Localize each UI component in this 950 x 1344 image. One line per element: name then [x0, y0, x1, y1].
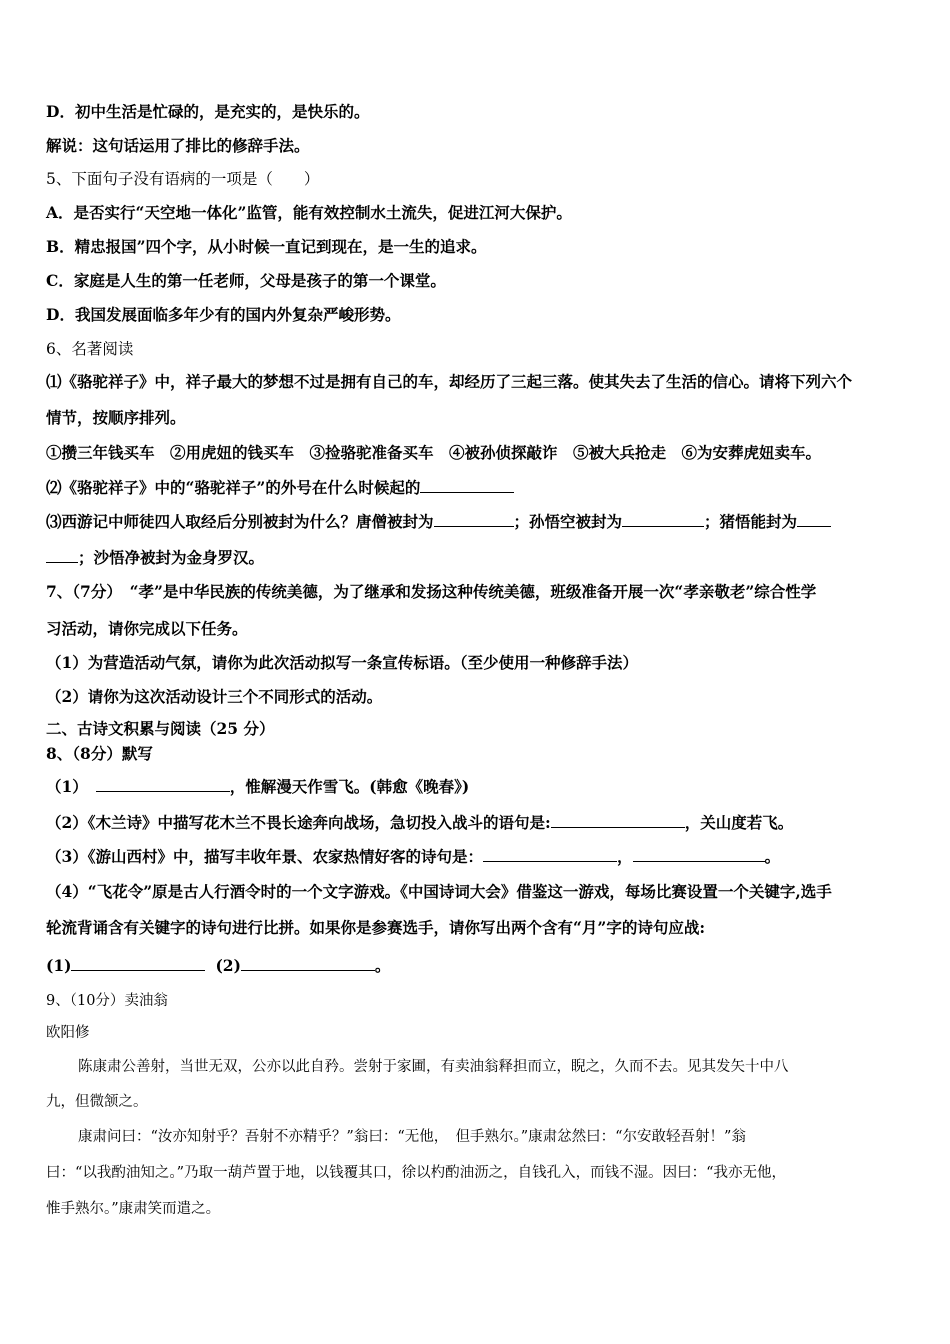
q8-stem: 8、（8分）默写 — [46, 744, 153, 763]
q8-item2 — [46, 812, 910, 834]
q7-stem-line1: 7、（7分） “孝”是中华民族的传统美德，为了继承和发扬这种传统美德，班级准备开展一次“孝亲敬老”综合性学 — [46, 582, 817, 601]
q4-explanation: 解说：这句话运用了排比的修辞手法。 — [46, 136, 310, 155]
q9-author: 欧阳修 — [46, 1025, 90, 1041]
q8-item4-line1: （4）“飞花令”原是古人行酒令时的一个文字游戏。《中国诗词大会》借鉴这一游戏，每场比赛设置一个关键字,选手 — [46, 882, 832, 901]
q8-item2-blank[interactable] — [551, 813, 685, 828]
q6-wuneng-blank-end[interactable] — [46, 548, 78, 563]
q8-item4-a-label: (1) — [46, 956, 72, 975]
q6-wuneng-blank-start[interactable] — [797, 512, 831, 527]
q5-option-a: A．是否实行“天空地一体化”监管，能有效控制水土流失，促进江河大保护。 — [46, 203, 572, 222]
q8-item3 — [46, 846, 910, 868]
q6-part3-line2 — [46, 547, 910, 569]
q5-option-d: D．我国发展面临多年少有的国内外复杂严峻形势。 — [46, 305, 401, 324]
q9-para1-line1: 陈康肃公善射，当世无双，公亦以此自矜。尝射于家圃，有卖油翁释担而立，睨之，久而不去。见其发矢十中八 — [78, 1059, 789, 1075]
q8-item1 — [46, 776, 910, 798]
q6-events: ①攒三年钱买车 ②用虎妞的钱买车 ③捡骆驼准备买车 ④被孙侦探敲诈 ⑤被大兵抢走 ⑥为安葬虎妞卖车。 — [46, 443, 822, 462]
q8-item1-label: （1） — [46, 777, 88, 796]
q4-option-d: D．初中生活是忙碌的，是充实的，是快乐的。 — [46, 102, 370, 121]
q5-option-b: B．精忠报国”四个字，从小时候一直记到现在，是一生的追求。 — [46, 237, 487, 256]
q7-task2: （2）请你为这次活动设计三个不同形式的活动。 — [46, 687, 383, 706]
q8-item3-blank-1[interactable] — [483, 847, 617, 862]
q8-item3-end: 。 — [764, 847, 781, 866]
q8-item4-b-label: (2) — [215, 956, 241, 975]
q8-item3-sep: ， — [617, 847, 633, 866]
q5-option-c: C．家庭是人生的第一任老师，父母是孩子的第一个课堂。 — [46, 271, 446, 290]
q9-para1-line2: 九，但微颔之。 — [46, 1094, 148, 1110]
q6-part1-line1: ⑴《骆驼祥子》中，祥子最大的梦想不过是拥有自己的车，却经历了三起三落。使其失去了生活的信心。请将下列六个 — [46, 372, 853, 391]
q6-stem: 6、名著阅读 — [46, 340, 134, 358]
q8-item4-end: 。 — [374, 956, 391, 975]
q8-item3-text: （3）《游山西村》中，描写丰收年景、农家热情好客的诗句是： — [46, 847, 484, 866]
q6-part3-a: ⑶西游记中师徒四人取经后分别被封为什么？唐僧被封为 — [46, 512, 434, 531]
q8-item4-blank-1[interactable] — [71, 956, 205, 971]
q8-item1-blank[interactable] — [96, 777, 230, 792]
q9-para2-line1: 康肃问曰：“汝亦知射乎？吾射不亦精乎？”翁曰：“无他， 但手熟尔。”康肃忿然曰：“尔安敢轻吾射！”翁 — [78, 1129, 746, 1145]
q6-part1-line2: 情节，按顺序排列。 — [46, 408, 186, 427]
section2-title: 二、古诗文积累与阅读（25 分） — [46, 719, 275, 738]
q6-tangseng-blank[interactable] — [434, 512, 514, 527]
q9-para2-line3: 惟手熟尔。”康肃笑而遣之。 — [46, 1201, 221, 1217]
q6-part3-line1 — [46, 511, 910, 533]
q6-part2 — [46, 477, 910, 499]
q6-part2-blank[interactable] — [420, 478, 514, 493]
q8-item2-tail: ，关山度若飞。 — [684, 813, 794, 832]
q8-item4-answers — [46, 955, 910, 977]
q7-stem-line2: 习活动，请你完成以下任务。 — [46, 619, 248, 638]
q9-para2-line2: 曰：“以我酌油知之。”乃取一葫芦置于地，以钱覆其口，徐以杓酌油沥之，自钱孔入，而钱不湿。因曰：“我亦无他， — [46, 1165, 786, 1181]
q7-task1: （1）为营造活动气氛，请你为此次活动拟写一条宣传标语。（至少使用一种修辞手法） — [46, 653, 639, 672]
q6-wukong-blank[interactable] — [622, 512, 704, 527]
q8-item4-blank-2[interactable] — [241, 956, 375, 971]
q8-item3-blank-2[interactable] — [633, 847, 765, 862]
q8-item2-text: （2）《木兰诗》中描写花木兰不畏长途奔向战场，急切投入战斗的语句是: — [46, 813, 551, 832]
q6-part2-text: ⑵《骆驼祥子》中的“骆驼祥子”的外号在什么时候起的 — [46, 478, 421, 497]
q6-part3-d: ；沙悟净被封为金身罗汉。 — [78, 548, 265, 567]
q6-part3-c: ；猪悟能封为 — [704, 512, 798, 531]
q9-stem: 9、（10分）卖油翁 — [46, 993, 168, 1009]
q6-part3-b: ；孙悟空被封为 — [513, 512, 623, 531]
q8-item1-text: ，惟解漫天作雪飞。(韩愈《晚春》) — [229, 777, 470, 796]
q5-stem: 5、下面句子没有语病的一项是（ ） — [46, 170, 320, 188]
q8-item4-line2: 轮流背诵含有关键字的诗句进行比拼。如果你是参赛选手，请你写出两个含有“月”字的诗句应战: — [46, 918, 706, 937]
